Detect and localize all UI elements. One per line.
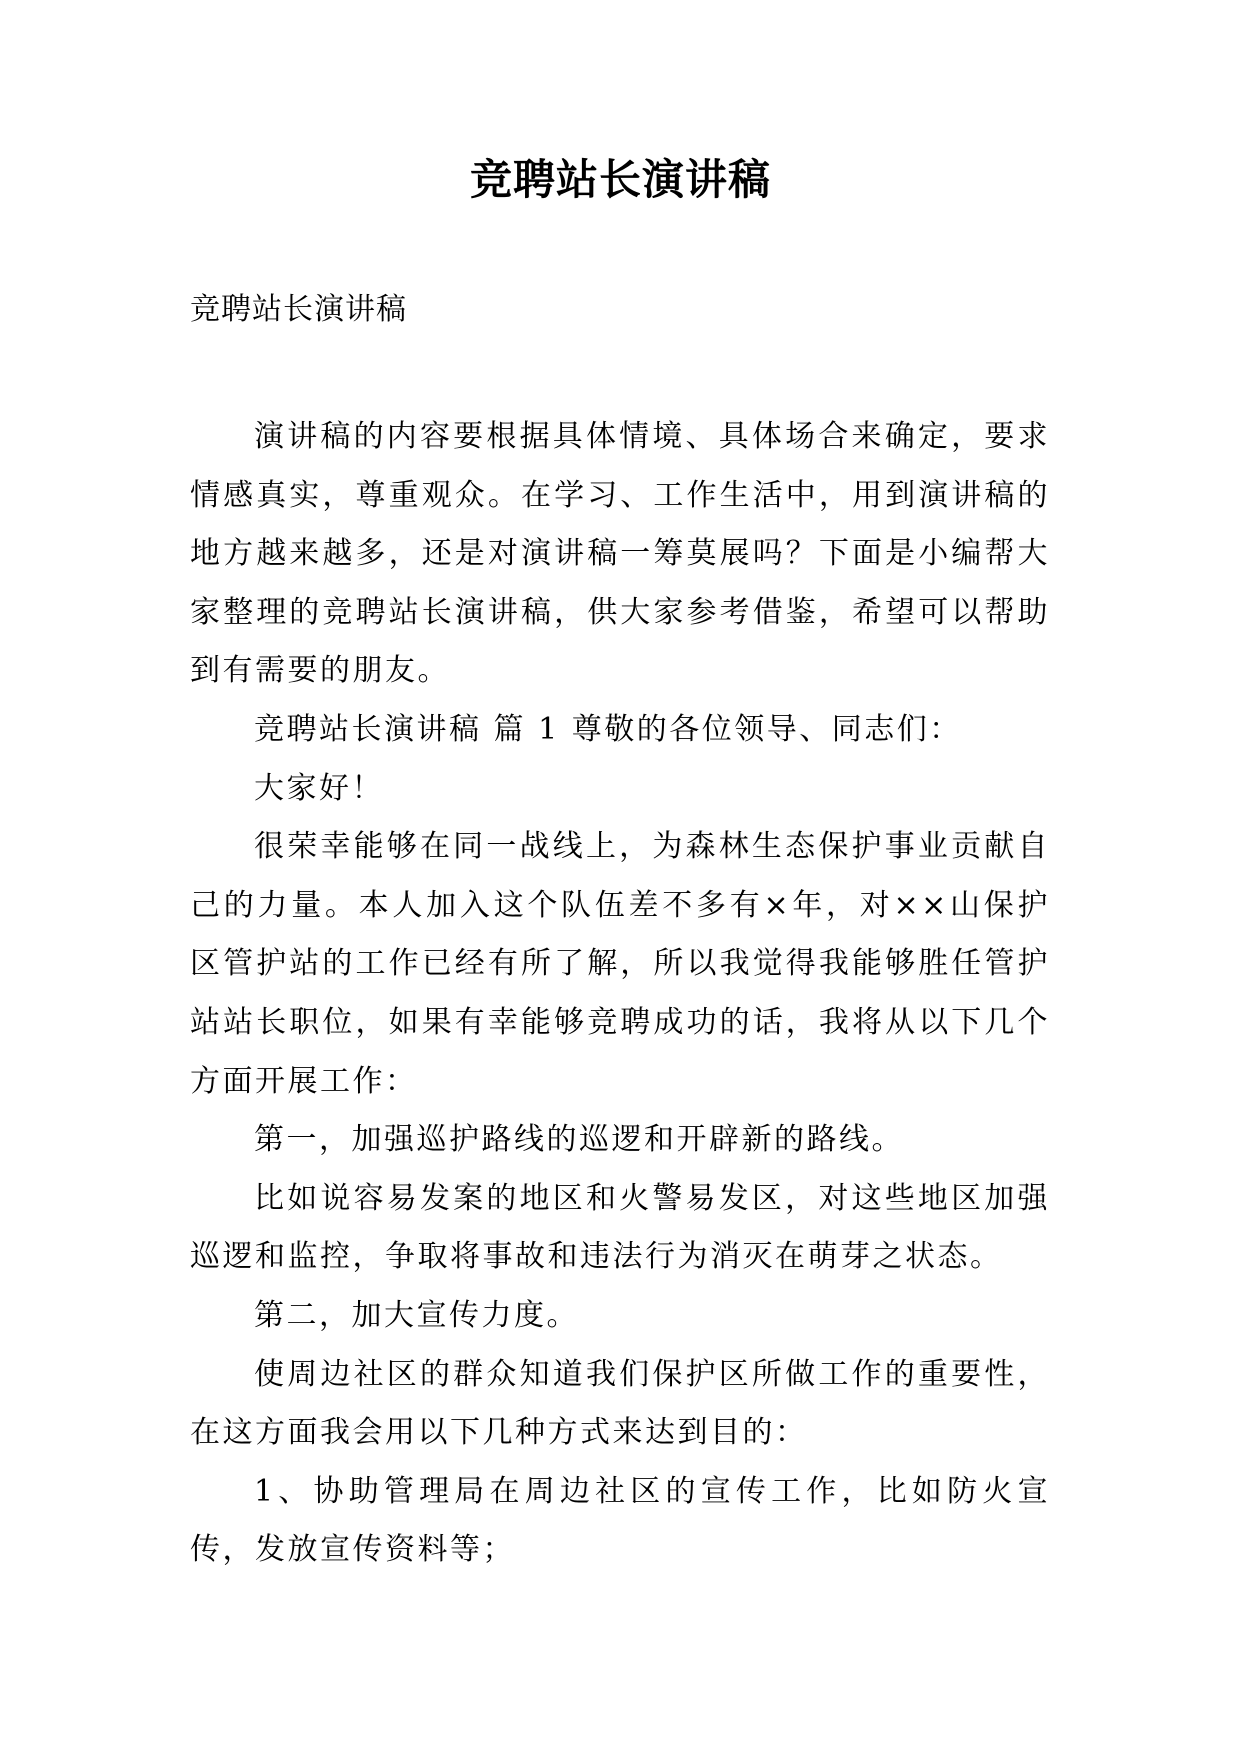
paragraph: 竞聘站长演讲稿 篇 1 尊敬的各位领导、同志们： bbox=[254, 711, 962, 747]
paragraph: 演讲稿的内容要根据具体情境、具体场合来确定，要求情感真实，尊重观众。在学习、工作生活中，用到演讲稿的地方越来越多，还是对演讲稿一筹莫展吗？下面是小编帮大家整理的竞聘站长演讲稿，供大家参考借鉴，希望可以帮助到有需要的朋友。 bbox=[190, 419, 1050, 689]
paragraph: 大家好！ bbox=[254, 770, 384, 806]
paragraph: 很荣幸能够在同一战线上，为森林生态保护事业贡献自己的力量。本人加入这个队伍差不多有×年，对××山保护区管护站的工作已经有所了解，所以我觉得我能够胜任管护站站长职位，如果有幸能够竞聘成功的话，我将从以下几个方面开展工作： bbox=[190, 829, 1050, 1099]
document-subtitle: 竞聘站长演讲稿 bbox=[190, 292, 407, 327]
paragraph: 使周边社区的群众知道我们保护区所做工作的重要性，在这方面我会用以下几种方式来达到目的： bbox=[190, 1356, 1050, 1451]
paragraph: 第二，加大宣传力度。 bbox=[254, 1297, 579, 1333]
paragraph: 比如说容易发案的地区和火警易发区，对这些地区加强巡逻和监控，争取将事故和违法行为消灭在萌芽之状态。 bbox=[190, 1180, 1050, 1275]
document-body bbox=[190, 408, 1050, 1580]
paragraph: 1、协助管理局在周边社区的宣传工作，比如防火宣传，发放宣传资料等； bbox=[190, 1473, 1050, 1568]
document-title: 竞聘站长演讲稿 bbox=[469, 155, 771, 204]
paragraph: 第一，加强巡护路线的巡逻和开辟新的路线。 bbox=[254, 1122, 904, 1158]
